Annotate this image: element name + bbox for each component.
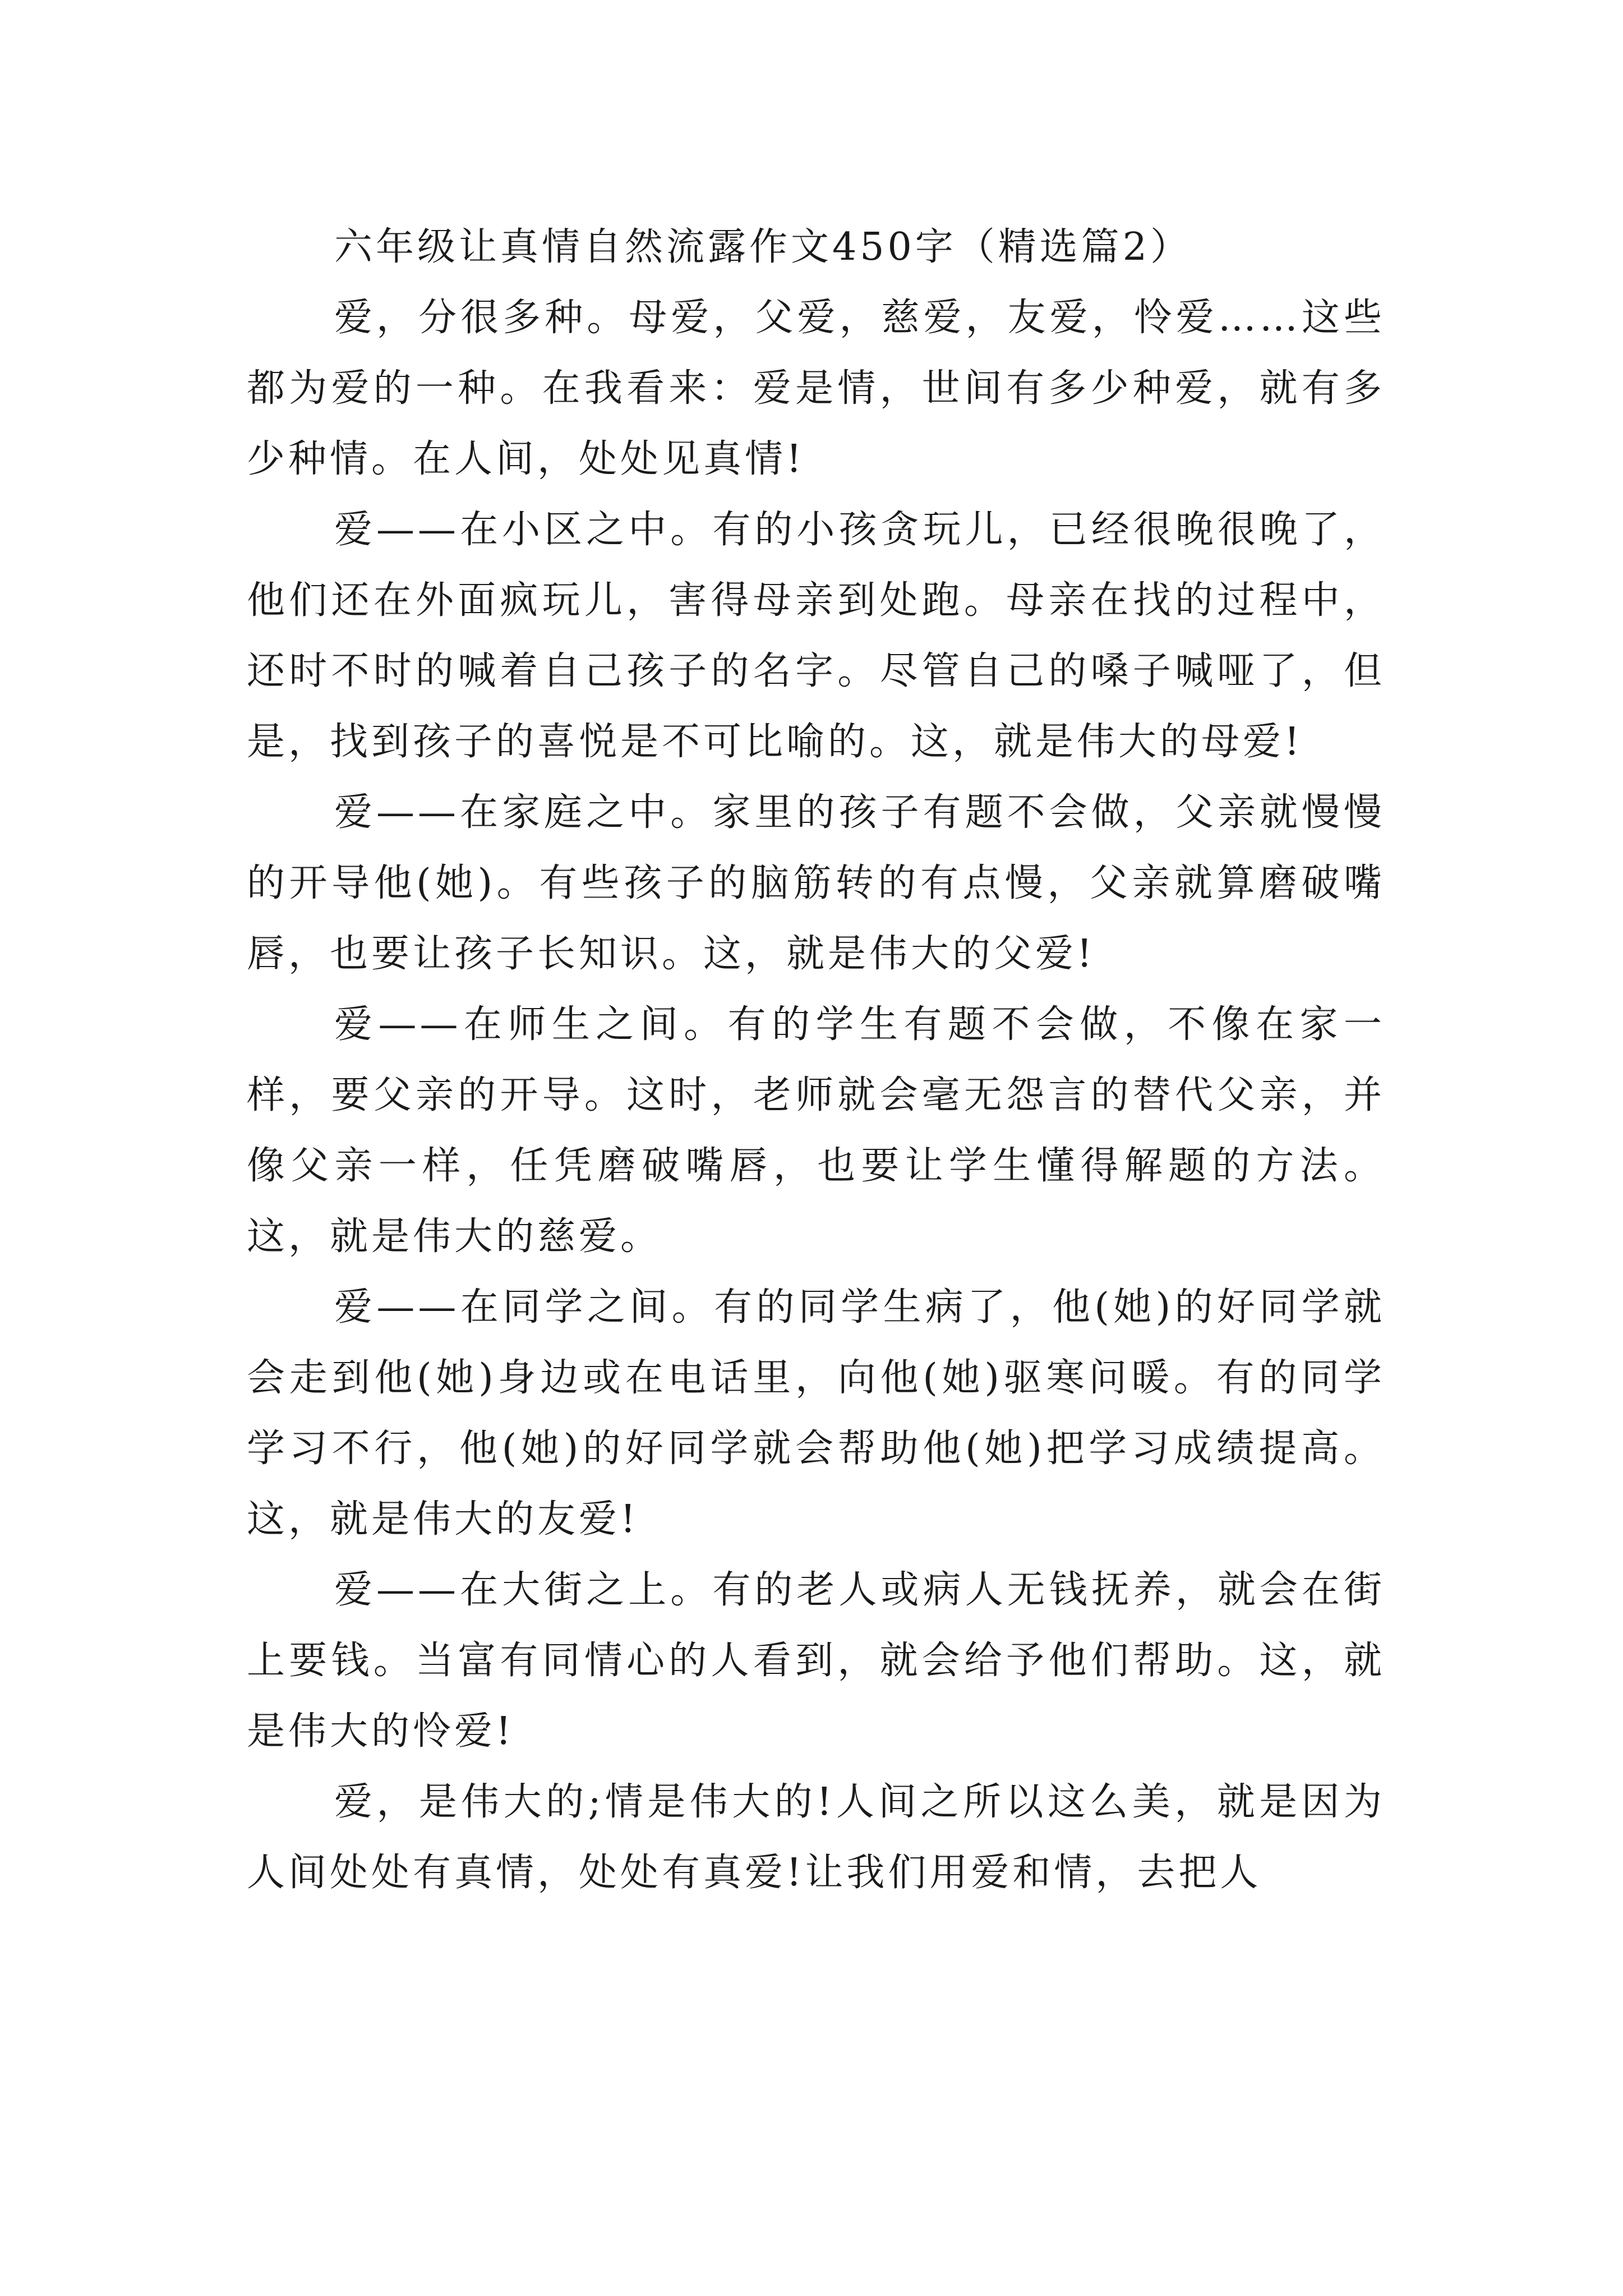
paragraph-5: 爱——在同学之间。有的同学生病了，他(她)的好同学就会走到他(她)身边或在电话里，向他(她)驱寒问暖。有的同学学习不行，他(她)的好同学就会帮助他(她)把学习成绩提高。这，就是伟大的友爱! xyxy=(247,1285,1385,1542)
document-body xyxy=(247,212,1385,1908)
paragraph-2: 爱——在小区之中。有的小孩贪玩儿，已经很晚很晚了，他们还在外面疯玩儿，害得母亲到处跑。母亲在找的过程中，还时不时的喊着自己孩子的名字。尽管自己的嗓子喊哑了，但是，找到孩子的喜悦是不可比喻的。这，就是伟大的母爱! xyxy=(247,508,1385,764)
paragraph-3: 爱——在家庭之中。家里的孩子有题不会做，父亲就慢慢的开导他(她)。有些孩子的脑筋转的有点慢，父亲就算磨破嘴唇，也要让孩子长知识。这，就是伟大的父爱! xyxy=(247,790,1385,976)
document-title: 六年级让真情自然流露作文450字（精选篇2） xyxy=(334,225,1192,269)
paragraph-7: 爱，是伟大的;情是伟大的!人间之所以这么美，就是因为人间处处有真情，处处有真爱!让我们用爱和情，去把人 xyxy=(247,1780,1385,1895)
paragraph-6: 爱——在大街之上。有的老人或病人无钱抚养，就会在街上要钱。当富有同情心的人看到，就会给予他们帮助。这，就是伟大的怜爱! xyxy=(247,1568,1385,1754)
paragraph-1: 爱，分很多种。母爱，父爱，慈爱，友爱，怜爱……这些都为爱的一种。在我看来：爱是情，世间有多少种爱，就有多少种情。在人间，处处见真情! xyxy=(247,296,1385,481)
paragraph-4: 爱——在师生之间。有的学生有题不会做，不像在家一样，要父亲的开导。这时，老师就会毫无怨言的替代父亲，并像父亲一样，任凭磨破嘴唇，也要让学生懂得解题的方法。这，就是伟大的慈爱。 xyxy=(247,1002,1385,1259)
